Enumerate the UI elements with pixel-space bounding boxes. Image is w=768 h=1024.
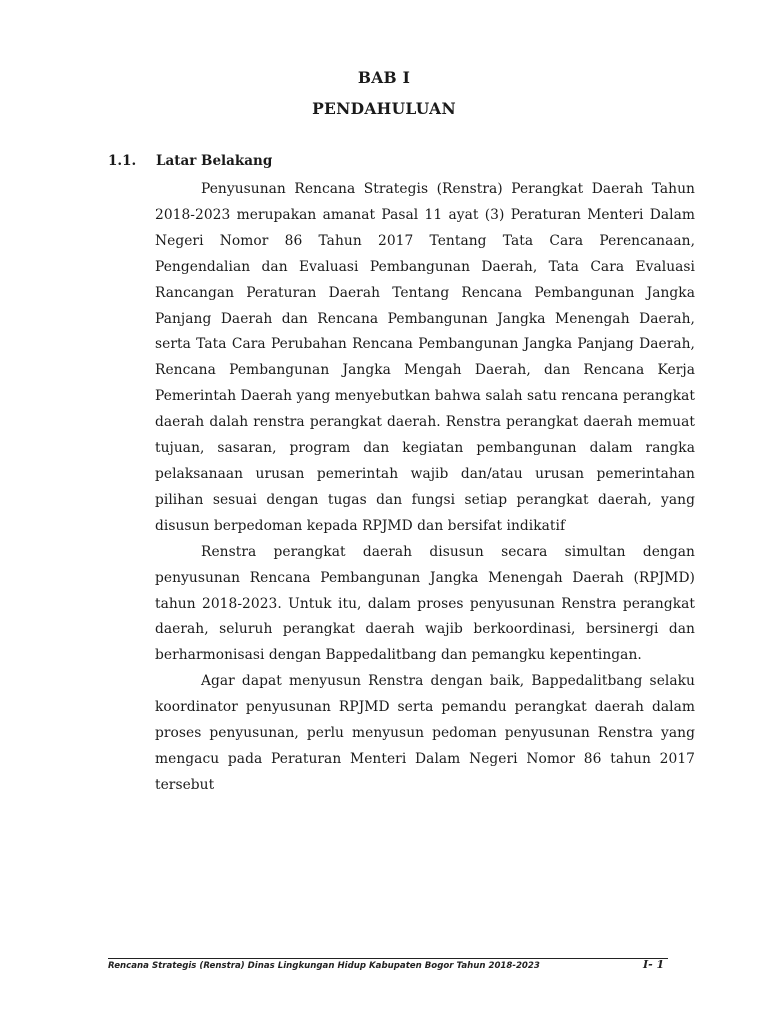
section-title: Latar Belakang xyxy=(156,153,273,169)
body-text xyxy=(155,177,695,799)
chapter-number: BAB I xyxy=(357,68,411,87)
footer-document-title: Rencana Strategis (Renstra) Dinas Lingkungan Hidup Kabupaten Bogor Tahun 2018-2023 xyxy=(108,961,540,971)
section-heading xyxy=(108,153,272,169)
paragraph: Agar dapat menyusun Renstra dengan baik, Bappedalitbang selaku koordinator penyusunan RPJMD serta pemandu perangkat daerah dalam proses penyusunan, perlu menyusun pedoman penyusunan Renstra yang mengacu pada Peraturan Menteri Dalam Negeri Nomor 86 tahun 2017 tersebut xyxy=(155,673,695,793)
footer-divider xyxy=(108,958,668,959)
paragraph: Penyusunan Rencana Strategis (Renstra) Perangkat Daerah Tahun 2018-2023 merupakan amanat Pasal 11 ayat (3) Peraturan Menteri Dalam Negeri Nomor 86 Tahun 2017 Tentang Tata Cara Perencanaan, Pengendalian dan Evaluasi Pembangunan Daerah, Tata Cara Evaluasi Rancangan Peraturan Daerah Tentang Rencana Pembangunan Jangka Panjang Daerah dan Rencana Pembangunan Jangka Menengah Daerah, serta Tata Cara Perubahan Rencana Pembangunan Jangka Panjang Daerah, Rencana Pembangunan Jangka Mengah Daerah, dan Rencana Kerja Pemerintah Daerah yang menyebutkan bahwa salah satu rencana perangkat daerah dalah renstra perangkat daerah. Renstra perangkat daerah memuat tujuan, sasaran, program dan kegiatan pembangunan dalam rangka pelaksanaan urusan pemerintah wajib dan/atau urusan pemerintahan pilihan sesuai dengan tugas dan fungsi setiap perangkat daerah, yang disusun berpedoman kepada RPJMD dan bersifat indikatif xyxy=(155,181,695,534)
footer-page-number: I- 1 xyxy=(643,958,665,971)
section-number: 1.1. xyxy=(108,153,137,169)
paragraph: Renstra perangkat daerah disusun secara simultan dengan penyusunan Rencana Pembangunan Jangka Menengah Daerah (RPJMD) tahun 2018-2023. Untuk itu, dalam proses penyusunan Renstra perangkat daerah, seluruh perangkat daerah wajib berkoordinasi, bersinergi dan berharmonisasi dengan Bappedalitbang dan pemangku kepentingan. xyxy=(155,543,695,664)
chapter-title: PENDAHULUAN xyxy=(312,99,456,118)
